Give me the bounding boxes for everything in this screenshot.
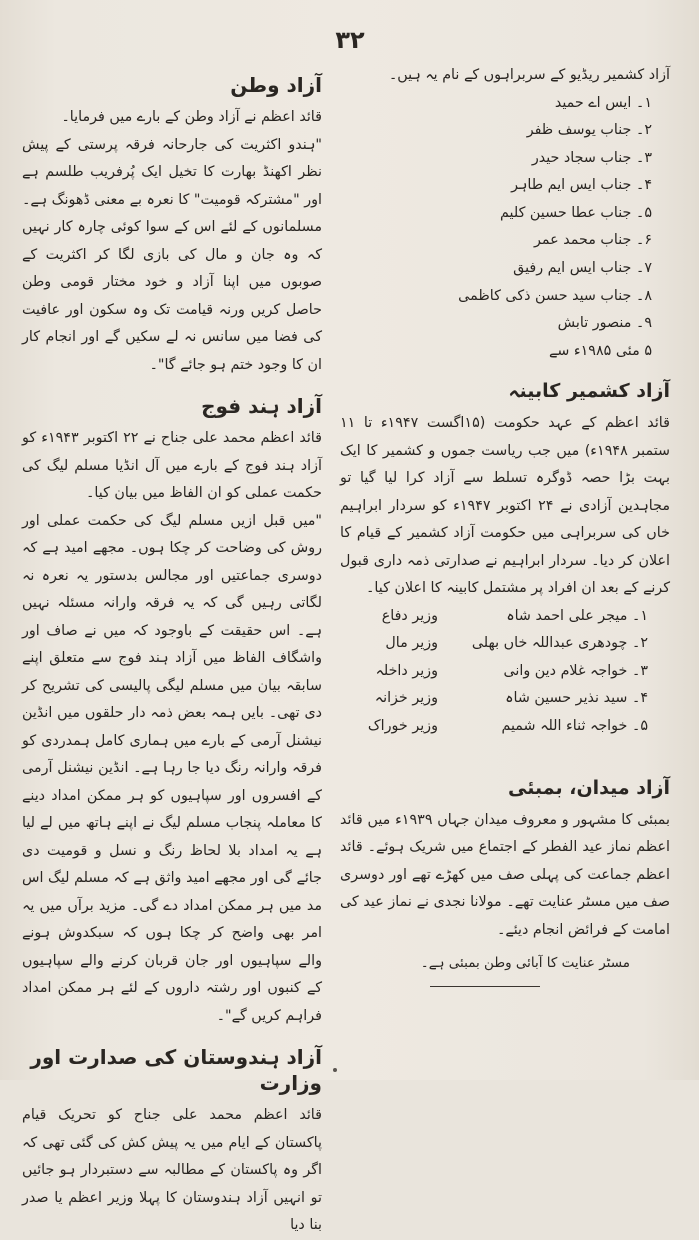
cabinet-heading: آزاد کشمیر کابینہ — [508, 380, 670, 403]
maidan-footnote: مسٹر عنایت کا آبائی وطن بمبئی ہے۔ — [420, 955, 630, 972]
list-item: ۶۔ جناب محمد عمر — [533, 232, 652, 249]
list-item: ۵ مئی ۱۹۸۵ء سے — [548, 342, 652, 359]
list-item: ۲۔ جناب یوسف ظفر — [526, 122, 652, 139]
maidan-heading: آزاد میدان، بمبئی — [508, 777, 670, 800]
cabinet-paragraph: قائد اعظم کے عہد حکومت (۱۵اگست ۱۹۴۷ء تا ۱۱ ستمبر ۱۹۴۸ء) میں جب ریاست جموں و کشمیر کا ایک بہت بڑا حصہ ڈوگرہ تسلط سے آزاد کرا لیا گیا تو مجاہدین آزادی نے ۲۴ اکتوبر ۱۹۴۷ء کو سردار ابراہیم خاں کی سربراہی میں حکومت آزاد کشمیر کے قیام کا اعلان کر دیا۔ سردار ابراہیم نے صدارتی ذمہ داری قبول کرنے کے بعد ان افراد پر مشتمل کابینہ کا اعلان کیا۔ — [340, 415, 671, 597]
member-portfolio: وزیر خوراک — [367, 717, 438, 734]
sadarat-paragraph: قائد اعظم محمد علی جناح کو تحریک قیام پاکستان کے ایام میں یہ پیش کش کی گئی تھی کہ اگر وہ پاکستان کے مطالبہ سے دستبردار ہو جائیں تو انہیں آزاد ہندوستان کا پہلا وزیر اعظم یا صدر بنا دیا — [22, 1107, 322, 1233]
page-number: ۳۲ — [335, 26, 365, 54]
member-name: ۵۔ خواجہ ثناء اللہ شمیم — [501, 717, 648, 734]
radio-heads-list — [340, 90, 670, 366]
list-item: ۳۔ جناب سجاد حیدر — [531, 149, 652, 166]
member-portfolio: وزیر داخلہ — [375, 662, 438, 679]
fauj-heading: آزاد ہند فوج — [201, 394, 322, 418]
divider — [430, 986, 540, 987]
right-column — [340, 62, 670, 987]
list-item: ۵۔ جناب عطا حسین کلیم — [500, 204, 652, 221]
member-portfolio: وزیر خزانہ — [374, 690, 438, 707]
member-name: ۱۔ میجر علی احمد شاہ — [506, 607, 648, 624]
list-item: ۸۔ جناب سید حسن ذکی کاظمی — [458, 287, 652, 304]
member-name: ۴۔ سید نذیر حسین شاہ — [505, 690, 648, 707]
left-column — [22, 66, 322, 1240]
member-portfolio: وزیر مال — [385, 635, 438, 652]
list-item: ۷۔ جناب ایس ایم رفیق — [513, 260, 652, 277]
radio-intro: آزاد کشمیر ریڈیو کے سربراہوں کے نام یہ ہیں۔ — [388, 67, 670, 83]
list-item: ۴۔ جناب ایس ایم طاہر — [511, 177, 652, 194]
member-name: ۳۔ خواجہ غلام دین وانی — [503, 662, 648, 679]
member-name: ۲۔ چودھری عبداللہ خاں بھلی — [471, 635, 648, 652]
list-item: ۹۔ منصور تابش — [557, 315, 652, 332]
cabinet-row — [340, 713, 670, 741]
cabinet-row — [340, 658, 670, 686]
member-portfolio: وزیر دفاع — [381, 607, 438, 624]
watan-heading: آزاد وطن — [230, 73, 322, 97]
cabinet-row — [340, 685, 670, 713]
maidan-paragraph: بمبئی کا مشہور و معروف میدان جہاں ۱۹۳۹ء میں قائد اعظم نماز عید الفطر کے اجتماع میں شریک ہوئے۔ قائد اعظم جماعت کی پہلی صف میں کھڑے تھے اور دوسری صف میں مسٹر عنایت تھے۔ مولانا نجدی نے نماز عید کی امامت کے فرائض انجام دیئے۔ — [340, 811, 671, 938]
cabinet-list — [340, 603, 670, 741]
cabinet-row — [340, 603, 670, 631]
watan-quote: "ہندو اکثریت کی جارحانہ فرقہ پرستی کے پیش نظر اکھنڈ بھارت کا تخیل ایک پُرفریب طلسم ہے اور "مشترکہ قومیت" کا نعرہ بے معنی ڈھونگ ہے۔ مسلمانوں کے لئے اس کے سوا کوئی چارہ کار نہیں کہ وہ جان و مال کی بازی لگا کر اکثریت کے صوبوں میں اپنا آزاد و خود مختار قومی وطن حاصل کریں ورنہ قیامت تک وہ سکون اور عافیت کی فضا میں سانس نہ لے سکیں گے اور انجام کار ان کا وجود ختم ہو جائے گا"۔ — [22, 136, 322, 373]
page-dot — [333, 1068, 337, 1072]
fauj-intro: قائد اعظم محمد علی جناح نے ۲۲ اکتوبر ۱۹۴۳ء کو آزاد ہند فوج کے بارے میں آل انڈیا مسلم لیگ کی حکمت عملی کو ان الفاظ میں بیان کیا۔ — [22, 430, 322, 501]
sadarat-heading: آزاد ہندوستان کی صدارت اور وزارت — [30, 1045, 322, 1095]
list-item: ۱۔ ایس اے حمید — [554, 94, 652, 111]
fauj-quote: "میں قبل ازیں مسلم لیگ کی حکمت عملی اور روش کی وضاحت کر چکا ہوں۔ مجھے امید ہے کہ دوسری جماعتیں اور مجالس بدستور یہ نعرہ نہ لگاتی رہیں گی کہ یہ فرقہ وارانہ مسئلہ نہیں ہے۔ اس حقیقت کے باوجود کہ میں نے صاف اور واشگاف الفاظ میں آزاد ہند فوج سے متعلق اپنے سابقہ بیان میں مسلم لیگی پالیسی کی تشریح کر دی تھی۔ بایں ہمہ بعض ذمہ دار حلقوں میں انڈین نیشنل آرمی کے بارے میں ہماری کامل ہمدردی کو فرقہ وارانہ رنگ دیا جا رہا ہے۔ انڈین نیشنل آرمی کے افسروں اور سپاہیوں کو ہر ممکن امداد دینے کا معاملہ پنجاب مسلم لیگ نے اپنے ہاتھ میں لے لیا ہے یہ امداد بلا لحاظ رنگ و نسل و قومیت دی جائے گی اور مجھے امید واثق ہے کہ مسلم لیگ اس مد میں ہر ممکن امداد دے گی۔ مزید برآں میں یہ امر بھی واضح کر چکا ہوں کہ سبکدوش ہونے والے سپاہیوں اور جان قربان کرنے والے سپاہیوں کے کنبوں اور رشتہ داروں کے لئے ہر ممکن امداد فراہم کریں گے"۔ — [22, 512, 322, 1024]
watan-intro: قائد اعظم نے آزاد وطن کے بارے میں فرمایا۔ — [61, 109, 322, 125]
cabinet-row — [340, 630, 670, 658]
